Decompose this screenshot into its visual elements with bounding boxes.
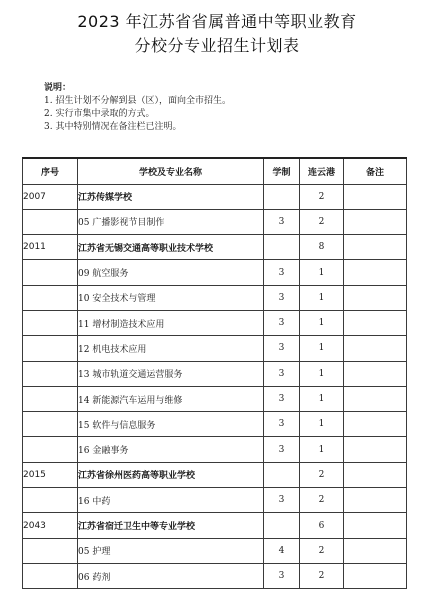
school-name-cell: 江苏省徐州医药高等职业学校 — [78, 462, 264, 487]
serial-number-cell — [23, 310, 78, 335]
lianyungang-quota-cell: 1 — [300, 260, 344, 285]
study-length-cell: 3 — [264, 209, 300, 234]
major-row — [23, 336, 407, 361]
remarks-cell — [344, 336, 407, 361]
major-row — [23, 310, 407, 335]
major-row — [23, 437, 407, 462]
remarks-cell — [344, 488, 407, 513]
major-row — [23, 412, 407, 437]
study-length-cell: 3 — [264, 412, 300, 437]
study-length-cell: 3 — [264, 310, 300, 335]
study-length-cell: 3 — [264, 336, 300, 361]
lianyungang-quota-cell: 1 — [300, 310, 344, 335]
major-row — [23, 538, 407, 563]
study-length-cell: 3 — [264, 563, 300, 588]
study-length-cell: 3 — [264, 488, 300, 513]
lianyungang-quota-cell: 1 — [300, 412, 344, 437]
study-length-cell: 3 — [264, 437, 300, 462]
remarks-cell — [344, 260, 407, 285]
serial-number-cell: 2007 — [23, 184, 78, 209]
major-name-cell: 11 增材制造技术应用 — [78, 310, 264, 335]
table-header-row — [23, 158, 407, 184]
lianyungang-quota-cell: 8 — [300, 235, 344, 260]
study-length-cell: 3 — [264, 285, 300, 310]
major-row — [23, 386, 407, 411]
notes-heading: 说明： — [44, 83, 72, 93]
header-school-major-name: 学校及专业名称 — [78, 158, 264, 184]
serial-number-cell — [23, 285, 78, 310]
major-row — [23, 361, 407, 386]
major-row — [23, 209, 407, 234]
study-length-cell: 3 — [264, 260, 300, 285]
remarks-cell — [344, 209, 407, 234]
lianyungang-quota-cell: 2 — [300, 209, 344, 234]
major-name-cell: 10 安全技术与管理 — [78, 285, 264, 310]
study-length-cell: 3 — [264, 361, 300, 386]
serial-number-cell — [23, 260, 78, 285]
note-item-2: 2. 实行市集中录取的方式。 — [44, 109, 155, 119]
remarks-cell — [344, 513, 407, 538]
serial-number-cell — [23, 209, 78, 234]
remarks-cell — [344, 285, 407, 310]
remarks-cell — [344, 538, 407, 563]
remarks-cell — [344, 386, 407, 411]
school-row — [23, 513, 407, 538]
document-title-line-1: 2023 年江苏省省属普通中等职业教育 — [77, 12, 357, 31]
remarks-cell — [344, 310, 407, 335]
major-name-cell: 06 药剂 — [78, 563, 264, 588]
major-name-cell: 14 新能源汽车运用与维修 — [78, 386, 264, 411]
lianyungang-quota-cell: 1 — [300, 336, 344, 361]
lianyungang-quota-cell: 2 — [300, 538, 344, 563]
school-row — [23, 462, 407, 487]
major-name-cell: 05 护理 — [78, 538, 264, 563]
serial-number-cell: 2011 — [23, 235, 78, 260]
lianyungang-quota-cell: 2 — [300, 563, 344, 588]
major-name-cell: 16 金融事务 — [78, 437, 264, 462]
header-lianyungang: 连云港 — [300, 158, 344, 184]
notes-section — [44, 82, 231, 134]
serial-number-cell — [23, 361, 78, 386]
remarks-cell — [344, 462, 407, 487]
major-row — [23, 285, 407, 310]
remarks-cell — [344, 361, 407, 386]
note-item-1: 1. 招生计划不分解到县（区），面向全市招生。 — [44, 96, 231, 106]
header-study-length: 学制 — [264, 158, 300, 184]
serial-number-cell — [23, 563, 78, 588]
serial-number-cell — [23, 538, 78, 563]
document-title-line-2: 分校分专业招生计划表 — [134, 36, 300, 55]
remarks-cell — [344, 563, 407, 588]
school-name-cell: 江苏传媒学校 — [78, 184, 264, 209]
remarks-cell — [344, 184, 407, 209]
major-name-cell: 05 广播影视节目制作 — [78, 209, 264, 234]
header-serial-number: 序号 — [23, 158, 78, 184]
remarks-cell — [344, 235, 407, 260]
school-name-cell: 江苏省宿迁卫生中等专业学校 — [78, 513, 264, 538]
school-name-cell: 江苏省无锡交通高等职业技术学校 — [78, 235, 264, 260]
lianyungang-quota-cell: 2 — [300, 462, 344, 487]
lianyungang-quota-cell: 2 — [300, 184, 344, 209]
lianyungang-quota-cell: 1 — [300, 386, 344, 411]
study-length-cell — [264, 235, 300, 260]
major-row — [23, 260, 407, 285]
study-length-cell — [264, 184, 300, 209]
remarks-cell — [344, 437, 407, 462]
major-name-cell: 13 城市轨道交通运营服务 — [78, 361, 264, 386]
remarks-cell — [344, 412, 407, 437]
serial-number-cell — [23, 386, 78, 411]
school-row — [23, 235, 407, 260]
study-length-cell: 4 — [264, 538, 300, 563]
header-remarks: 备注 — [344, 158, 407, 184]
serial-number-cell — [23, 412, 78, 437]
lianyungang-quota-cell: 1 — [300, 285, 344, 310]
study-length-cell: 3 — [264, 386, 300, 411]
note-item-3: 3. 其中特别情况在备注栏已注明。 — [44, 122, 182, 132]
major-name-cell: 09 航空服务 — [78, 260, 264, 285]
major-row — [23, 563, 407, 588]
serial-number-cell — [23, 488, 78, 513]
serial-number-cell: 2043 — [23, 513, 78, 538]
serial-number-cell: 2015 — [23, 462, 78, 487]
major-row — [23, 488, 407, 513]
lianyungang-quota-cell: 6 — [300, 513, 344, 538]
study-length-cell — [264, 513, 300, 538]
study-length-cell — [264, 462, 300, 487]
serial-number-cell — [23, 336, 78, 361]
major-name-cell: 16 中药 — [78, 488, 264, 513]
school-row — [23, 184, 407, 209]
lianyungang-quota-cell: 1 — [300, 361, 344, 386]
major-name-cell: 12 机电技术应用 — [78, 336, 264, 361]
major-name-cell: 15 软件与信息服务 — [78, 412, 264, 437]
serial-number-cell — [23, 437, 78, 462]
lianyungang-quota-cell: 2 — [300, 488, 344, 513]
lianyungang-quota-cell: 1 — [300, 437, 344, 462]
enrollment-plan-table — [22, 157, 407, 589]
table-body — [23, 184, 407, 589]
